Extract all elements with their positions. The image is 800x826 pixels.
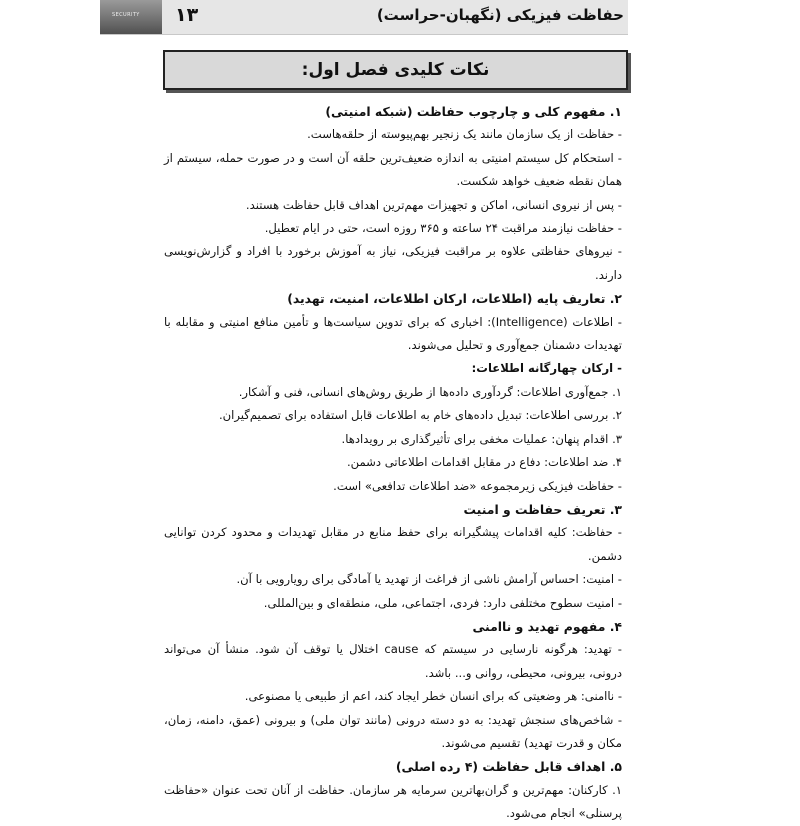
section-1-heading: ۱. مفهوم کلی و چارچوب حفاظت (شبکه امنیتی) xyxy=(325,104,622,119)
section-3-heading: ۳. تعریف حفاظت و امنیت xyxy=(463,501,622,517)
list-item: ۲. بررسی اطلاعات: تبدیل داده‌های خام به اطلاعات قابل استفاده برای تصمیم‌گیران. xyxy=(218,408,622,423)
paragraph: - امنیت: احساس آرامش ناشی از فراغت از تهدید یا آمادگی برای رویارویی با آن. xyxy=(236,572,622,587)
header-photo xyxy=(100,0,162,34)
body-text xyxy=(164,100,622,826)
paragraph: - شاخص‌های سنجش تهدید: به دو دسته درونی (مانند توان ملی) و بیرونی (عمق، دامنه، زمان، مکان و قدرت تهدید) تقسیم می‌شوند. xyxy=(164,712,622,750)
list-item: ۱. جمع‌آوری اطلاعات: گردآوری داده‌ها از طریق روش‌های انسانی، فنی و آشکار. xyxy=(238,384,622,399)
list-item: - حفاظت فیزیکی زیرمجموعه «ضد اطلاعات تدافعی» است. xyxy=(333,478,622,493)
paragraph: - حفاظت نیازمند مراقبت ۲۴ ساعته و ۳۶۵ روزه است، حتی در ایام تعطیل. xyxy=(264,221,622,236)
paragraph: ۱. کارکنان: مهم‌ترین و گران‌بهاترین سرمایه هر سازمان. حفاظت از آنان تحت عنوان «حفاظت پرسنلی» انجام می‌شود. xyxy=(164,782,622,821)
header-title: حفاظت فیزیکی (نگهبان-حراست) xyxy=(376,6,624,24)
paragraph: - پس از نیروی انسانی، اماکن و تجهیزات مهم‌ترین اهداف قابل حفاظت هستند. xyxy=(245,197,622,212)
chapter-key-points-box xyxy=(163,50,628,90)
subheading: - ارکان چهارگانه اطلاعات: xyxy=(471,361,622,376)
section-5-heading: ۵. اهداف قابل حفاظت (۴ رده اصلی) xyxy=(395,759,622,775)
paragraph: - حفاظت: کلیه اقدامات پیشگیرانه برای حفظ منابع در مقابل تهدیدات و محدود کردن توانایی دشمن. xyxy=(164,525,622,563)
chapter-box-title: نکات کلیدی فصل اول: xyxy=(301,60,490,80)
paragraph: - اطلاعات (Intelligence): اخباری که برای تدوین سیاست‌ها و تأمین منافع امنیتی و مقابله با تهدیدات دشمنان جمع‌آوری و تحلیل می‌شوند. xyxy=(164,314,622,353)
list-item: ۴. ضد اطلاعات: دفاع در مقابل اقدامات اطلاعاتی دشمن. xyxy=(346,455,622,470)
list-item: ۳. اقدام پنهان: عملیات مخفی برای تأثیرگذاری بر رویدادها. xyxy=(341,431,622,446)
photo-label: SECURITY xyxy=(112,12,140,18)
paragraph: - تهدید: هرگونه نارسایی در سیستم که cause اختلال یا توقف آن شود. منشأ آن می‌تواند درونی، بیرونی، محیطی، روانی و... باشد. xyxy=(164,642,622,680)
paragraph: - امنیت سطوح مختلفی دارد: فردی، اجتماعی، ملی، منطقه‌ای و بین‌المللی. xyxy=(263,595,622,610)
section-4-heading: ۴. مفهوم تهدید و ناامنی xyxy=(472,618,622,634)
paragraph: - ناامنی: هر وضعیتی که برای انسان خطر ایجاد کند، اعم از طبیعی یا مصنوعی. xyxy=(244,689,622,704)
paragraph: - حفاظت از یک سازمان مانند یک زنجیر بهم‌پیوسته از حلقه‌هاست. xyxy=(307,127,622,142)
section-2-heading: ۲. تعاریف پایه (اطلاعات، ارکان اطلاعات، امنیت، تهدید) xyxy=(287,291,622,307)
paragraph: - استحکام کل سیستم امنیتی به اندازه ضعیف‌ترین حلقه آن است و در صورت حمله، سیستم از همان نقطه ضعیف خواهد شکست. xyxy=(164,150,622,189)
page-number: ۱۳ xyxy=(175,4,199,26)
paragraph: - نیروهای حفاظتی علاوه بر مراقبت فیزیکی، نیاز به آموزش برخورد با افراد و گزارش‌نویسی دارند. xyxy=(164,244,622,282)
